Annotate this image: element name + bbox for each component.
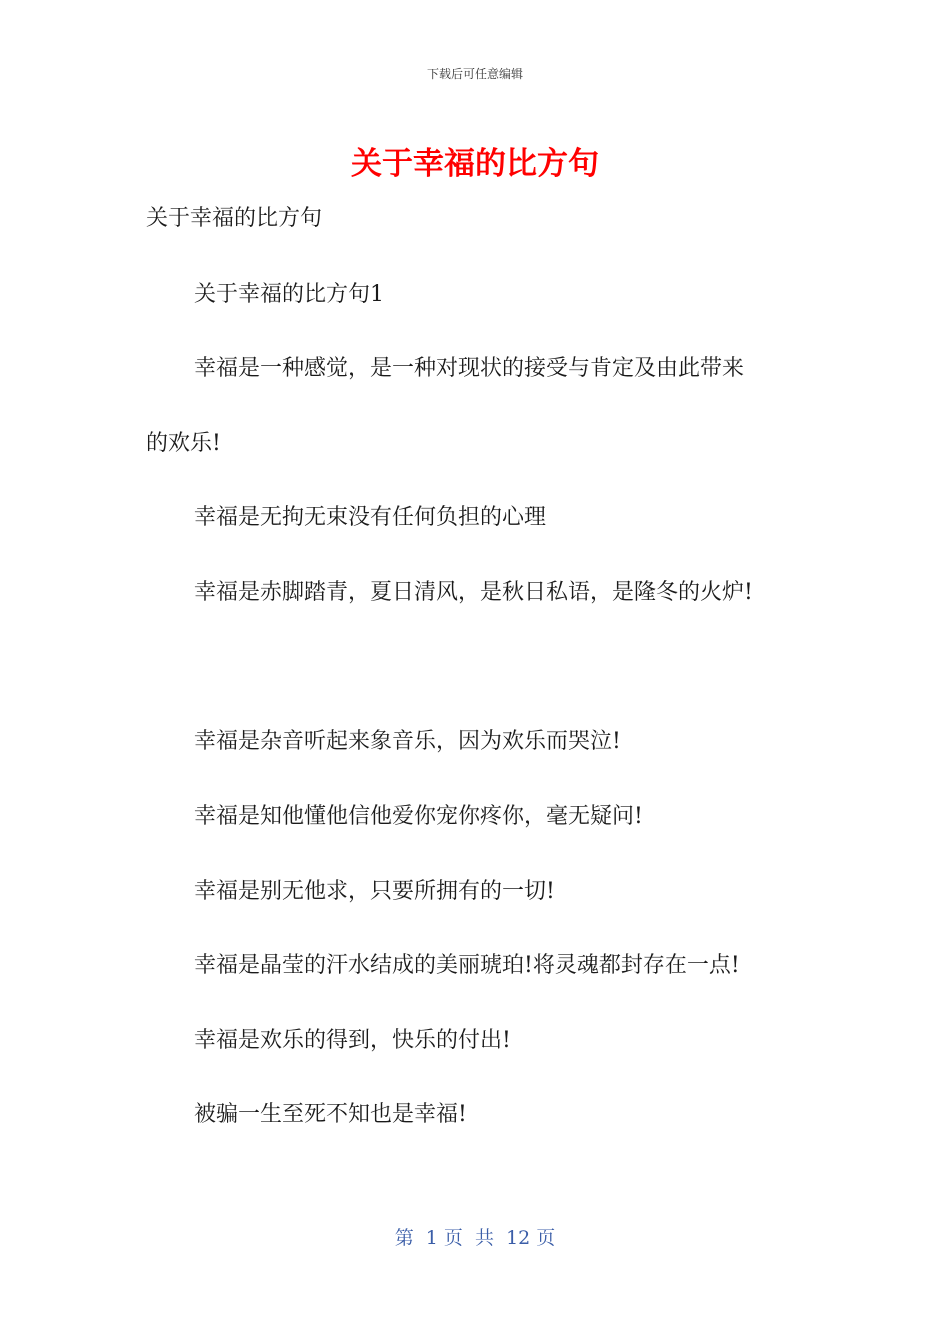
paragraph: 幸福是一种感觉，是一种对现状的接受与肯定及由此带来 <box>194 356 745 381</box>
document-subtitle: 关于幸福的比方句 <box>146 206 323 231</box>
document-title: 关于幸福的比方句 <box>351 146 599 182</box>
page-number-footer: 第 1 页 共 12 页 <box>394 1227 556 1249</box>
paragraph: 幸福是杂音听起来象音乐，因为欢乐而哭泣! <box>194 729 621 754</box>
section-heading: 关于幸福的比方句1 <box>194 282 384 307</box>
paragraph: 的欢乐! <box>146 431 221 456</box>
paragraph: 幸福是知他懂他信他爱你宠你疼你，毫无疑问! <box>194 804 643 829</box>
paragraph: 幸福是无拘无束没有任何负担的心理 <box>194 505 547 530</box>
paragraph: 被骗一生至死不知也是幸福! <box>194 1102 467 1127</box>
paragraph: 幸福是赤脚踏青，夏日清风，是秋日私语，是隆冬的火炉! <box>194 580 753 605</box>
paragraph: 幸福是欢乐的得到，快乐的付出! <box>194 1028 511 1053</box>
paragraph: 幸福是晶莹的汗水结成的美丽琥珀!将灵魂都封存在一点! <box>194 953 740 978</box>
header-note: 下载后可任意编辑 <box>426 67 523 81</box>
paragraph: 幸福是别无他求，只要所拥有的一切! <box>194 879 555 904</box>
